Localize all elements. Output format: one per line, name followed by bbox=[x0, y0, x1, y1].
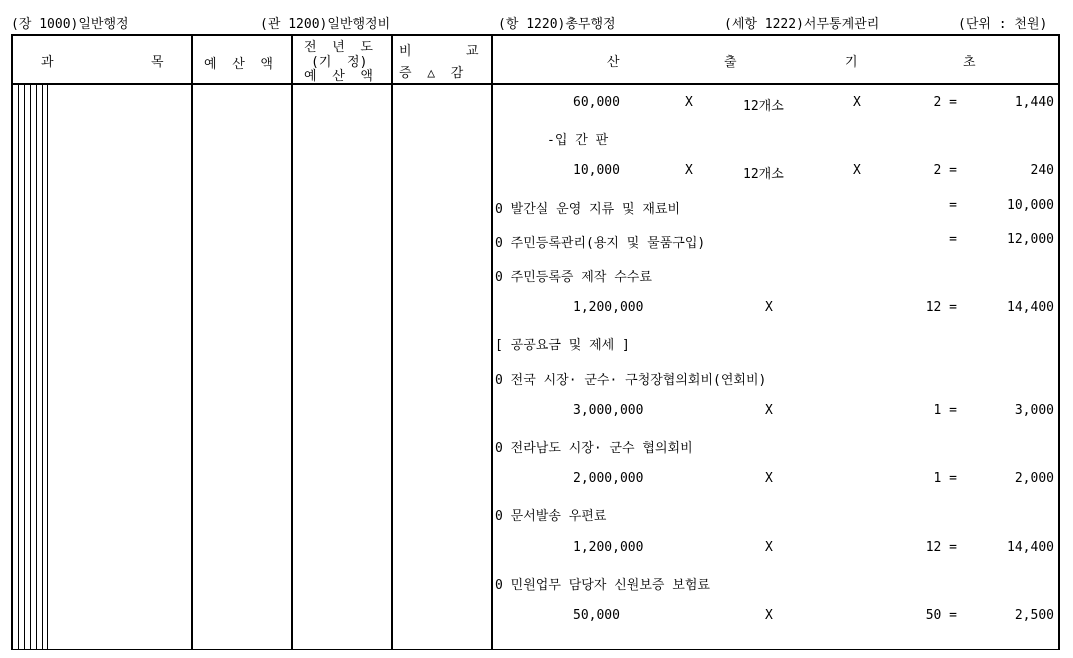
basis-mult: 2 = bbox=[933, 163, 957, 179]
basis-row bbox=[495, 95, 1060, 115]
basis-row bbox=[495, 505, 1060, 525]
basis-row bbox=[495, 129, 1060, 149]
col-prev-line1: 전 년 도 bbox=[304, 40, 373, 55]
basis-text: 0 발간실 운영 지류 및 재료비 bbox=[495, 201, 681, 217]
table-left-border bbox=[11, 36, 13, 650]
basis-mult: 12 = bbox=[925, 300, 957, 316]
basis-row bbox=[495, 471, 1060, 491]
basis-text: -입 간 판 bbox=[547, 133, 609, 149]
basis-x2: X bbox=[765, 539, 773, 555]
basis-row bbox=[495, 232, 1060, 252]
col-gwamok-b: 목 bbox=[151, 55, 164, 70]
col-divider bbox=[491, 36, 493, 650]
basis-x1: X bbox=[685, 163, 693, 179]
basis-mult: 1 = bbox=[933, 471, 957, 487]
basis-x2: X bbox=[765, 300, 773, 316]
basis-row bbox=[495, 300, 1060, 320]
basis-text: 0 전국 시장· 군수· 구청장협의회비(연회비) bbox=[495, 372, 767, 388]
col-basis-4: 초 bbox=[963, 55, 976, 70]
col-compare-bottom: 증 △ 감 bbox=[399, 66, 464, 81]
basis-amount: 10,000 bbox=[573, 163, 620, 179]
basis-x1: X bbox=[685, 95, 693, 110]
basis-mult: = bbox=[949, 197, 957, 213]
basis-amount: 3,000,000 bbox=[573, 402, 644, 418]
col-budget: 예 산 액 bbox=[204, 57, 273, 72]
col-divider bbox=[391, 36, 393, 650]
basis-row bbox=[495, 540, 1060, 560]
basis-qty: 12개소 bbox=[743, 167, 784, 183]
basis-total: 240 bbox=[1030, 163, 1054, 179]
col-divider bbox=[191, 36, 193, 650]
basis-mult: 2 = bbox=[933, 95, 957, 110]
table-bottom bbox=[11, 649, 1060, 650]
header-divider bbox=[11, 83, 1060, 85]
basis-row bbox=[495, 369, 1060, 389]
header-sehang: (세항 1222)서무통계관리 bbox=[724, 17, 880, 32]
basis-row bbox=[495, 198, 1060, 218]
basis-text: 0 문서발송 우편료 bbox=[495, 509, 607, 525]
basis-amount: 1,200,000 bbox=[573, 539, 644, 555]
basis-total: 14,400 bbox=[1007, 300, 1054, 316]
basis-x2: X bbox=[765, 402, 773, 418]
col-compare-b: 교 bbox=[466, 44, 479, 59]
basis-x2: X bbox=[853, 163, 861, 179]
col-basis-1: 산 bbox=[607, 55, 620, 70]
basis-mult: 1 = bbox=[933, 402, 957, 418]
basis-total: 2,500 bbox=[1014, 608, 1054, 623]
header-hang: (항 1220)총무행정 bbox=[498, 17, 616, 32]
basis-text: 0 민원업무 담당자 신원보증 보험료 bbox=[495, 577, 710, 593]
basis-total: 3,000 bbox=[1014, 402, 1054, 418]
basis-text: 0 주민등록관리(용지 및 물품구입) bbox=[495, 235, 706, 251]
basis-row bbox=[495, 574, 1060, 594]
header-jang: (장 1000)일반행정 bbox=[11, 17, 129, 32]
basis-amount: 50,000 bbox=[573, 608, 620, 623]
header-gwan: (관 1200)일반행정비 bbox=[260, 17, 391, 32]
col-gwamok-a: 과 bbox=[41, 55, 54, 70]
basis-x2: X bbox=[853, 95, 861, 110]
col-divider bbox=[291, 36, 293, 650]
basis-total: 2,000 bbox=[1014, 471, 1054, 487]
basis-amount: 60,000 bbox=[573, 95, 620, 110]
basis-mult: 50 = bbox=[925, 608, 957, 623]
header-unit: (단위 : 천원) bbox=[958, 17, 1048, 32]
basis-mult: = bbox=[949, 231, 957, 247]
basis-row bbox=[495, 403, 1060, 423]
col-prev-line3: 예 산 액 bbox=[304, 69, 373, 84]
basis-total: 14,400 bbox=[1007, 539, 1054, 555]
basis-row bbox=[495, 608, 1060, 628]
col-prev-line2: (기 정) bbox=[311, 55, 368, 70]
basis-qty: 12개소 bbox=[743, 99, 784, 114]
basis-total: 10,000 bbox=[1007, 197, 1054, 213]
basis-row bbox=[495, 163, 1060, 183]
col-compare-a: 비 bbox=[399, 44, 412, 59]
col-basis-3: 기 bbox=[845, 55, 858, 70]
basis-row bbox=[495, 266, 1060, 286]
basis-text: [ 공공요금 및 제세 ] bbox=[495, 338, 630, 354]
basis-amount: 1,200,000 bbox=[573, 300, 644, 316]
basis-text: 0 주민등록증 제작 수수료 bbox=[495, 270, 652, 285]
basis-mult: 12 = bbox=[925, 539, 957, 555]
basis-amount: 2,000,000 bbox=[573, 471, 644, 487]
basis-row bbox=[495, 334, 1060, 354]
basis-row bbox=[495, 437, 1060, 457]
basis-total: 1,440 bbox=[1014, 95, 1054, 110]
basis-total: 12,000 bbox=[1007, 231, 1054, 247]
basis-text: 0 전라남도 시장· 군수 협의회비 bbox=[495, 441, 693, 456]
basis-x2: X bbox=[765, 471, 773, 487]
basis-x2: X bbox=[765, 608, 773, 623]
col-basis-2: 출 bbox=[724, 55, 737, 70]
